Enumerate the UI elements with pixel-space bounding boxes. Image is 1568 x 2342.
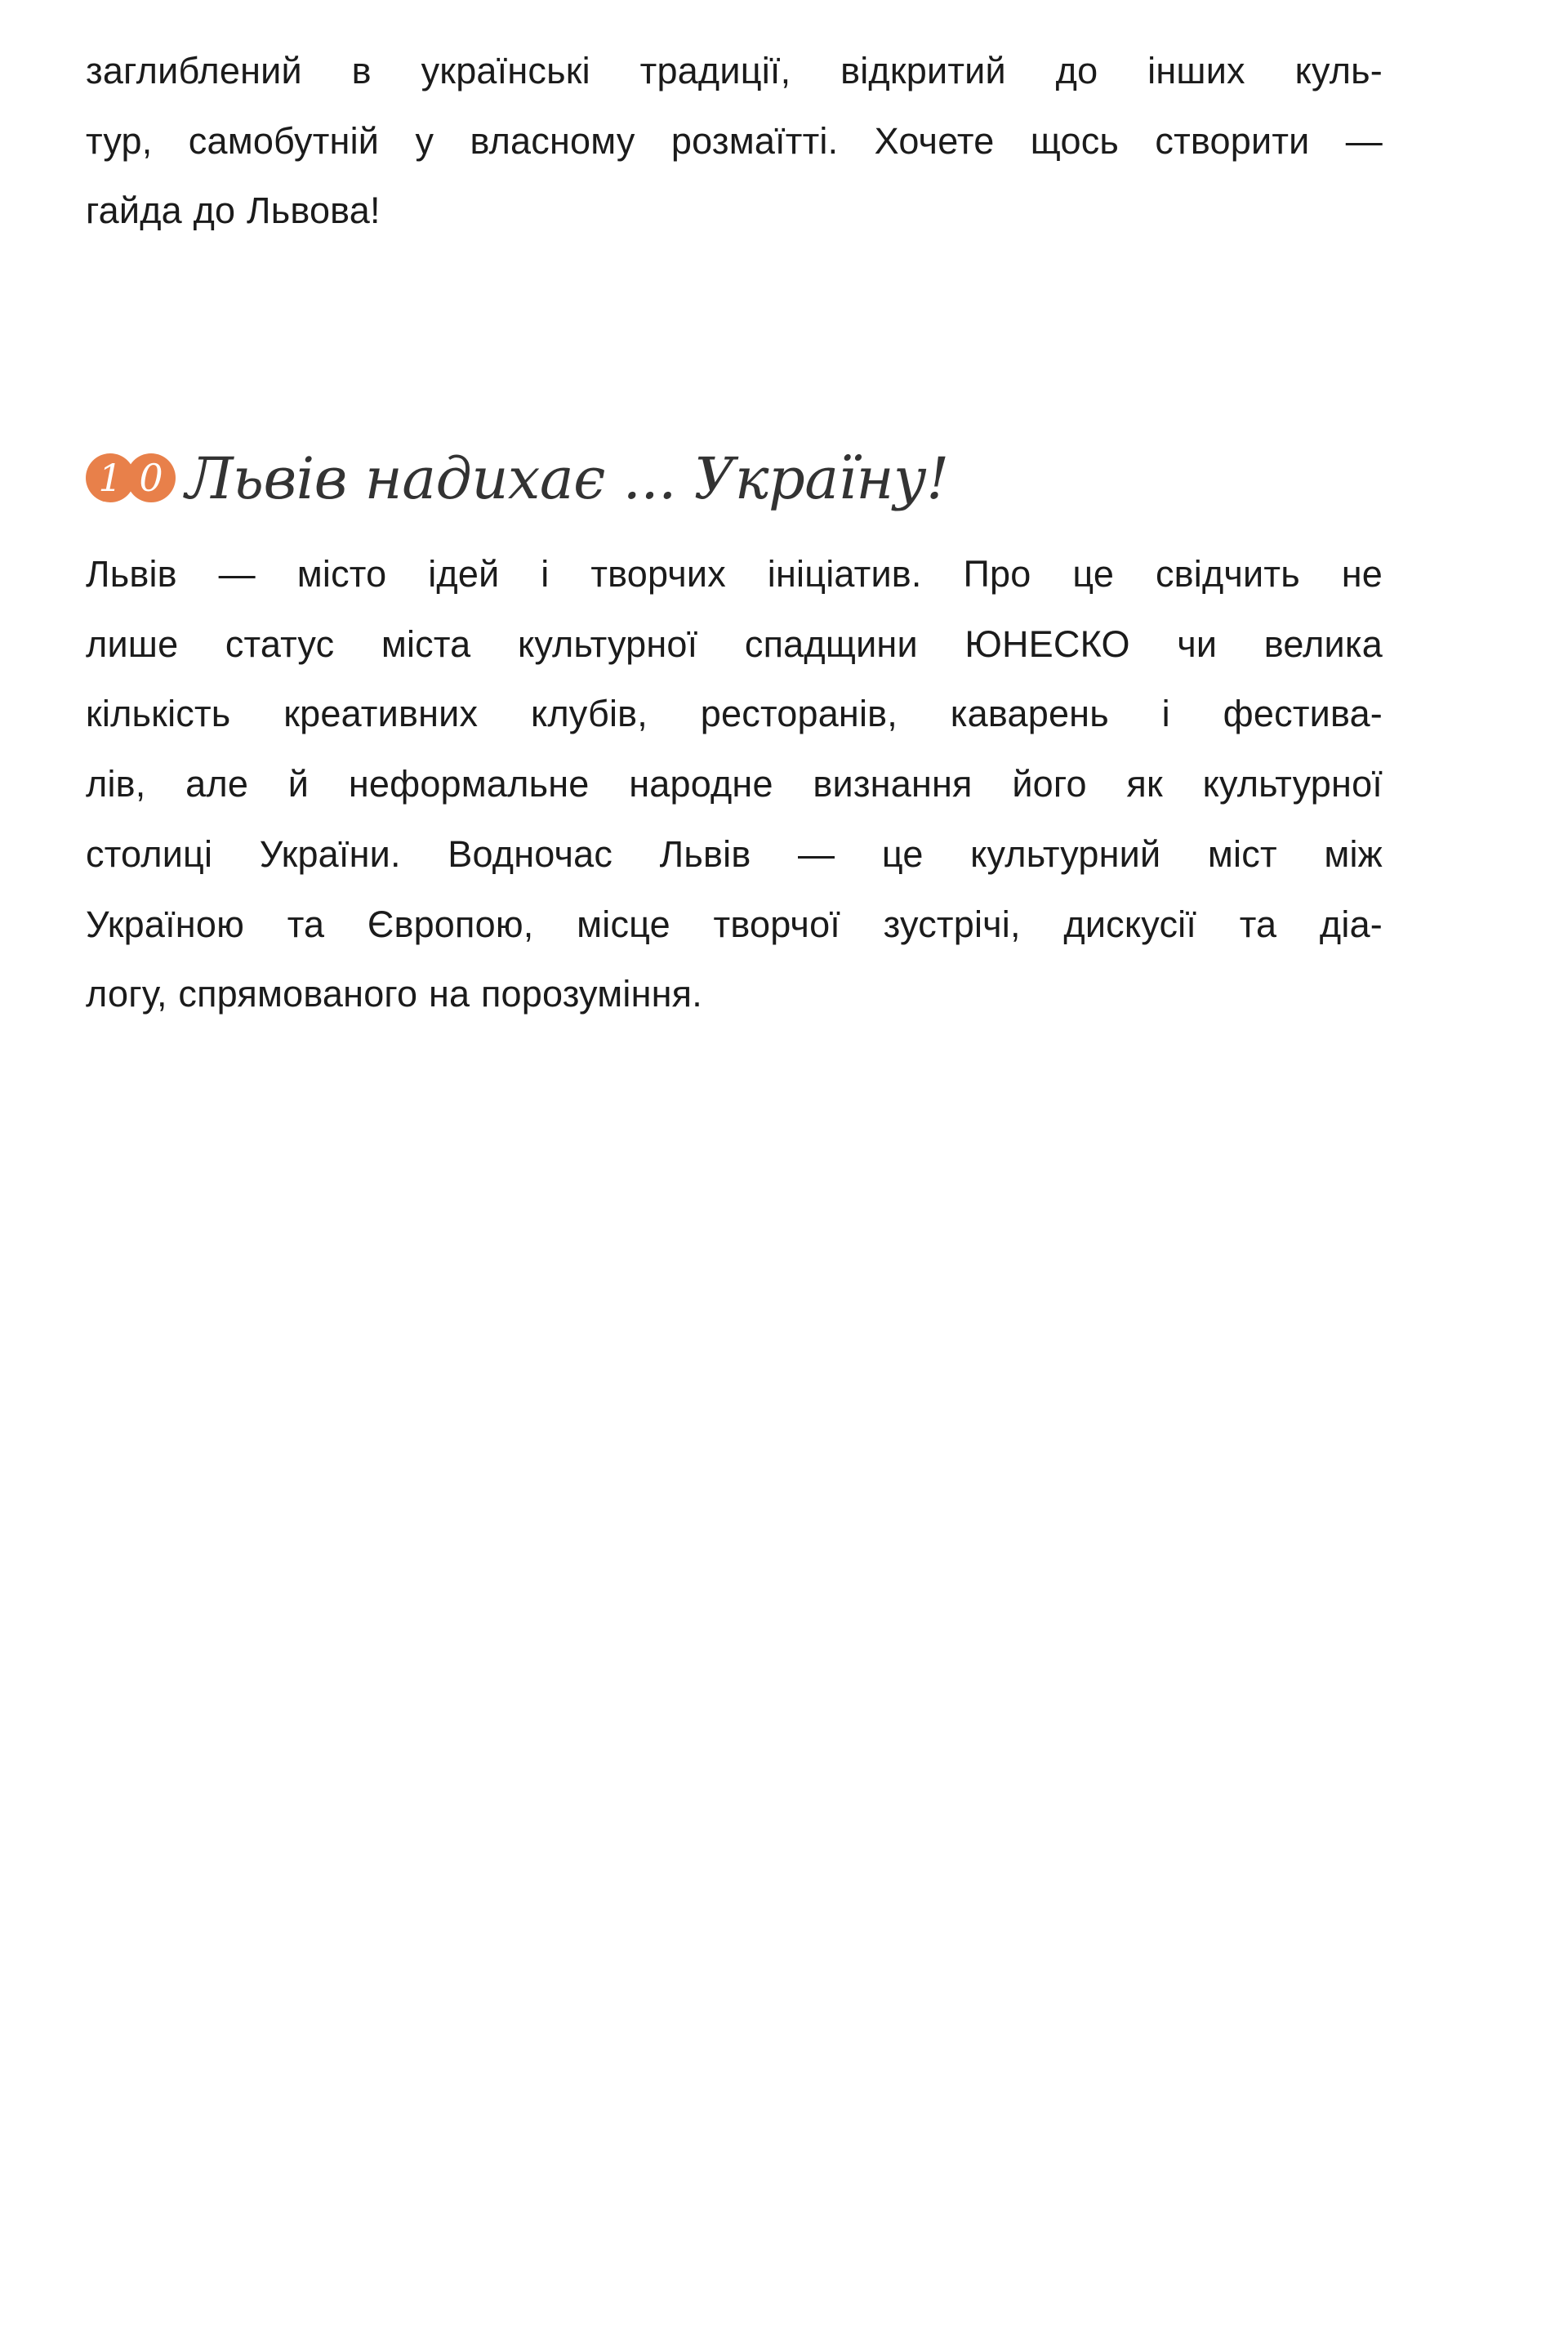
paragraph-line: Україною та Європою, місце творчої зустрічі, дискусії та діа- [86, 903, 1383, 945]
badge-digit: 1 [98, 456, 122, 500]
paragraph-line: лів, але й неформальне народне визнання його як культурної [86, 763, 1383, 805]
intro-paragraph [86, 36, 1383, 246]
section-paragraph [86, 539, 1383, 1029]
paragraph-line: тур, самобутній у власному розмаїтті. Хочете щось створити — [86, 119, 1383, 162]
section-number-badge [86, 453, 176, 504]
paragraph-line: гайда до Львова! [86, 190, 381, 232]
paragraph-line: столиці України. Водночас Львів — це культурний міст між [86, 832, 1383, 875]
badge-digit: 0 [139, 456, 163, 500]
paragraph-line: заглиблений в українські традиції, відкритий до інших куль- [86, 50, 1383, 91]
paragraph-line: Львів — місто ідей і творчих ініціатив. Про це свідчить не [86, 553, 1383, 595]
paragraph-line: лише статус міста культурної спадщини ЮНЕСКО чи велика [86, 622, 1383, 665]
paragraph-line: кількість креативних клубів, ресторанів, каварень і фестива- [86, 693, 1383, 735]
section-heading [86, 431, 949, 526]
paragraph-line: логу, спрямованого на порозуміння. [86, 973, 702, 1015]
section-title: Львів надихає ... Україну! [185, 445, 949, 512]
